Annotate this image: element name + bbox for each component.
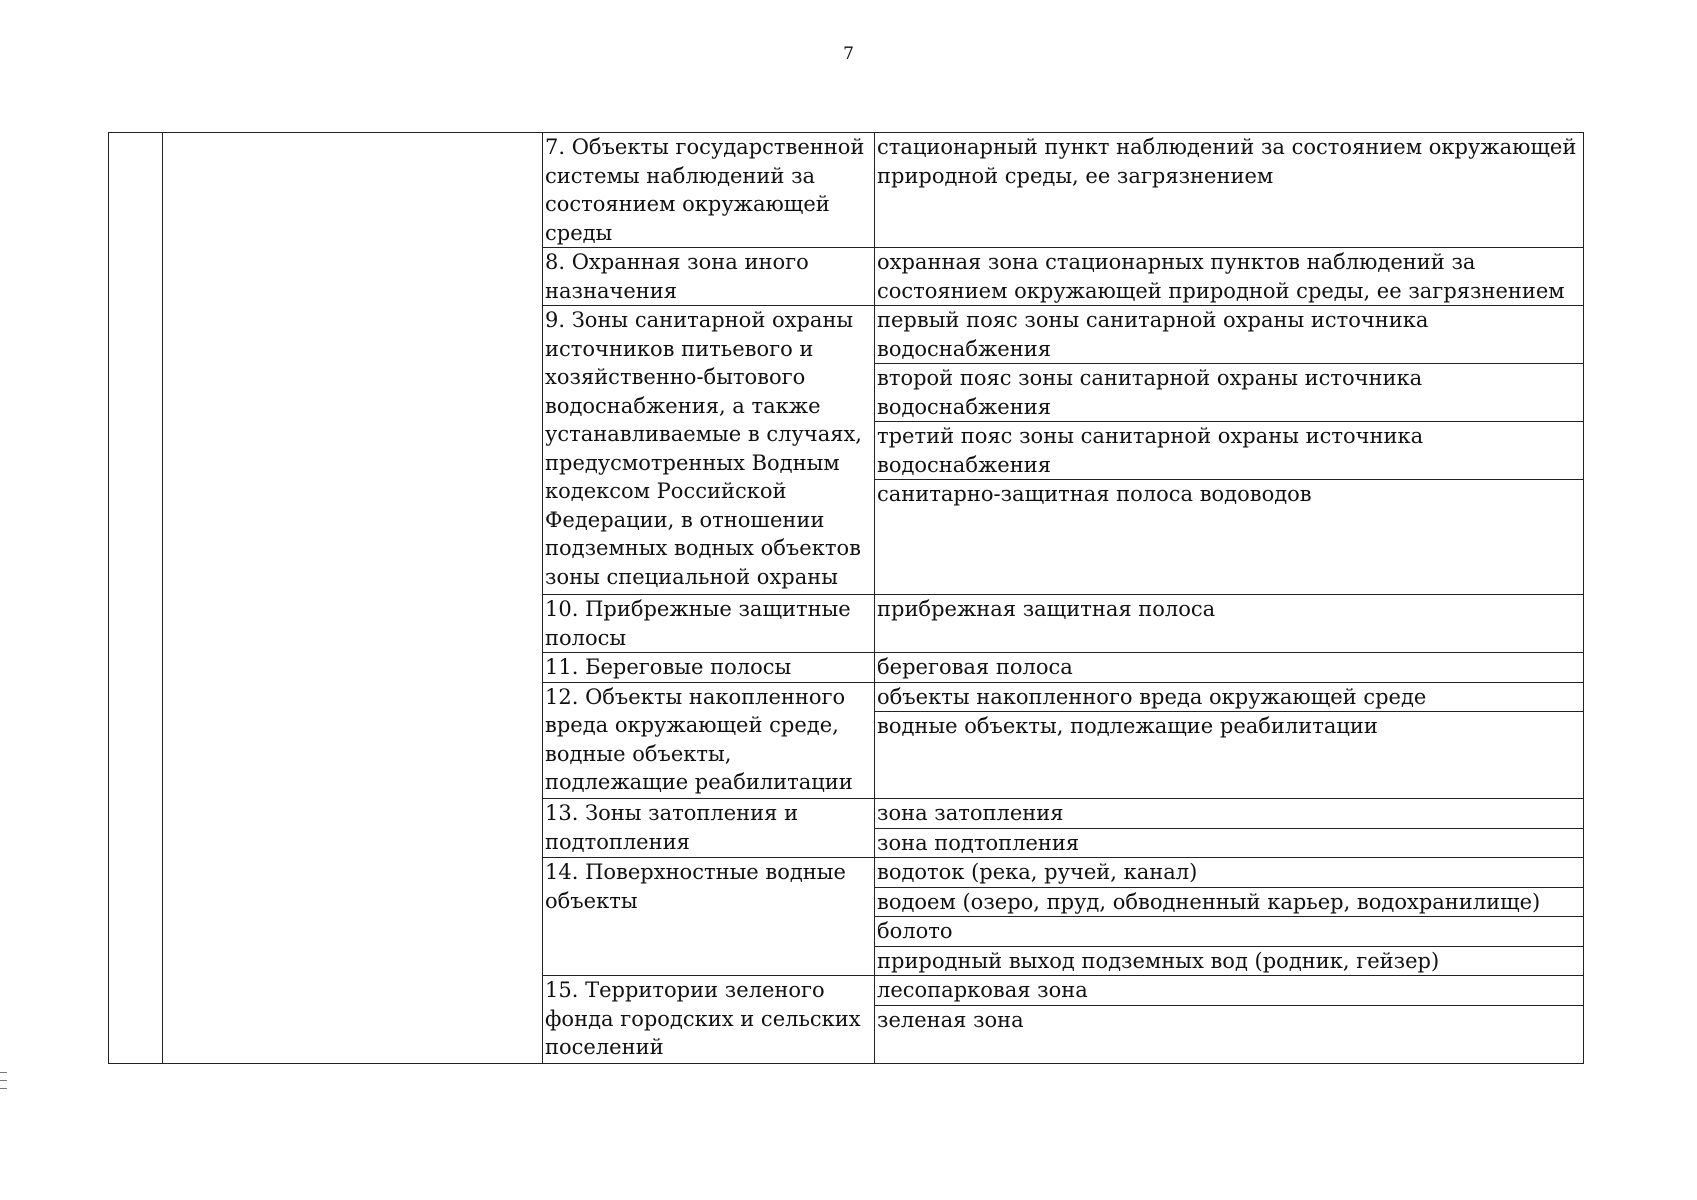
scan-mark: [0, 1072, 7, 1073]
name-column-cell: [163, 133, 543, 1064]
item-cell: охранная зона стационарных пунктов наблюдений за состоянием окружающей природной среды, ее загрязнением: [875, 248, 1584, 306]
category-cell: 8. Охранная зона иного назначения: [543, 248, 875, 306]
category-cell: 12. Объекты накопленного вреда окружающей среде, водные объекты, подлежащие реабилитации: [543, 682, 875, 799]
category-cell: 15. Территории зеленого фонда городских и сельских поселений: [543, 976, 875, 1064]
zones-table: [108, 132, 1584, 1064]
item-cell: береговая полоса: [875, 653, 1584, 683]
category-cell: 7. Объекты государственной системы наблюдений за состоянием окружающей среды: [543, 133, 875, 248]
item-cell: третий пояс зоны санитарной охраны источника водоснабжения: [875, 422, 1584, 480]
item-cell: водоем (озеро, пруд, обводненный карьер, водохранилище): [875, 887, 1584, 917]
item-cell: стационарный пункт наблюдений за состоянием окружающей природной среды, ее загрязнением: [875, 133, 1584, 248]
item-cell: второй пояс зоны санитарной охраны источника водоснабжения: [875, 364, 1584, 422]
item-cell: болото: [875, 917, 1584, 947]
item-cell: санитарно-защитная полоса водоводов: [875, 480, 1584, 595]
category-cell: 13. Зоны затопления и подтопления: [543, 799, 875, 858]
page-number: 7: [843, 44, 854, 64]
category-cell: 9. Зоны санитарной охраны источников питьевого и хозяйственно-бытового водоснабжения, а также устанавливаемые в случаях, предусмотренных Водным кодексом Российской Федерации, в отношении подземных водных объектов зоны специальной охраны: [543, 306, 875, 595]
table-row: [109, 133, 1584, 248]
category-cell: 14. Поверхностные водные объекты: [543, 858, 875, 976]
category-cell: 10. Прибрежные защитные полосы: [543, 595, 875, 653]
item-cell: зеленая зона: [875, 1005, 1584, 1063]
scan-mark: [0, 1080, 7, 1081]
item-cell: водные объекты, подлежащие реабилитации: [875, 712, 1584, 799]
item-cell: водоток (река, ручей, канал): [875, 858, 1584, 888]
item-cell: прибрежная защитная полоса: [875, 595, 1584, 653]
item-cell: природный выход подземных вод (родник, гейзер): [875, 946, 1584, 976]
number-column-cell: [109, 133, 163, 1064]
item-cell: лесопарковая зона: [875, 976, 1584, 1006]
item-cell: первый пояс зоны санитарной охраны источника водоснабжения: [875, 306, 1584, 364]
category-cell: 11. Береговые полосы: [543, 653, 875, 683]
item-cell: объекты накопленного вреда окружающей среде: [875, 682, 1584, 712]
item-cell: зона затопления: [875, 799, 1584, 829]
scan-mark: [0, 1088, 7, 1089]
item-cell: зона подтопления: [875, 828, 1584, 858]
